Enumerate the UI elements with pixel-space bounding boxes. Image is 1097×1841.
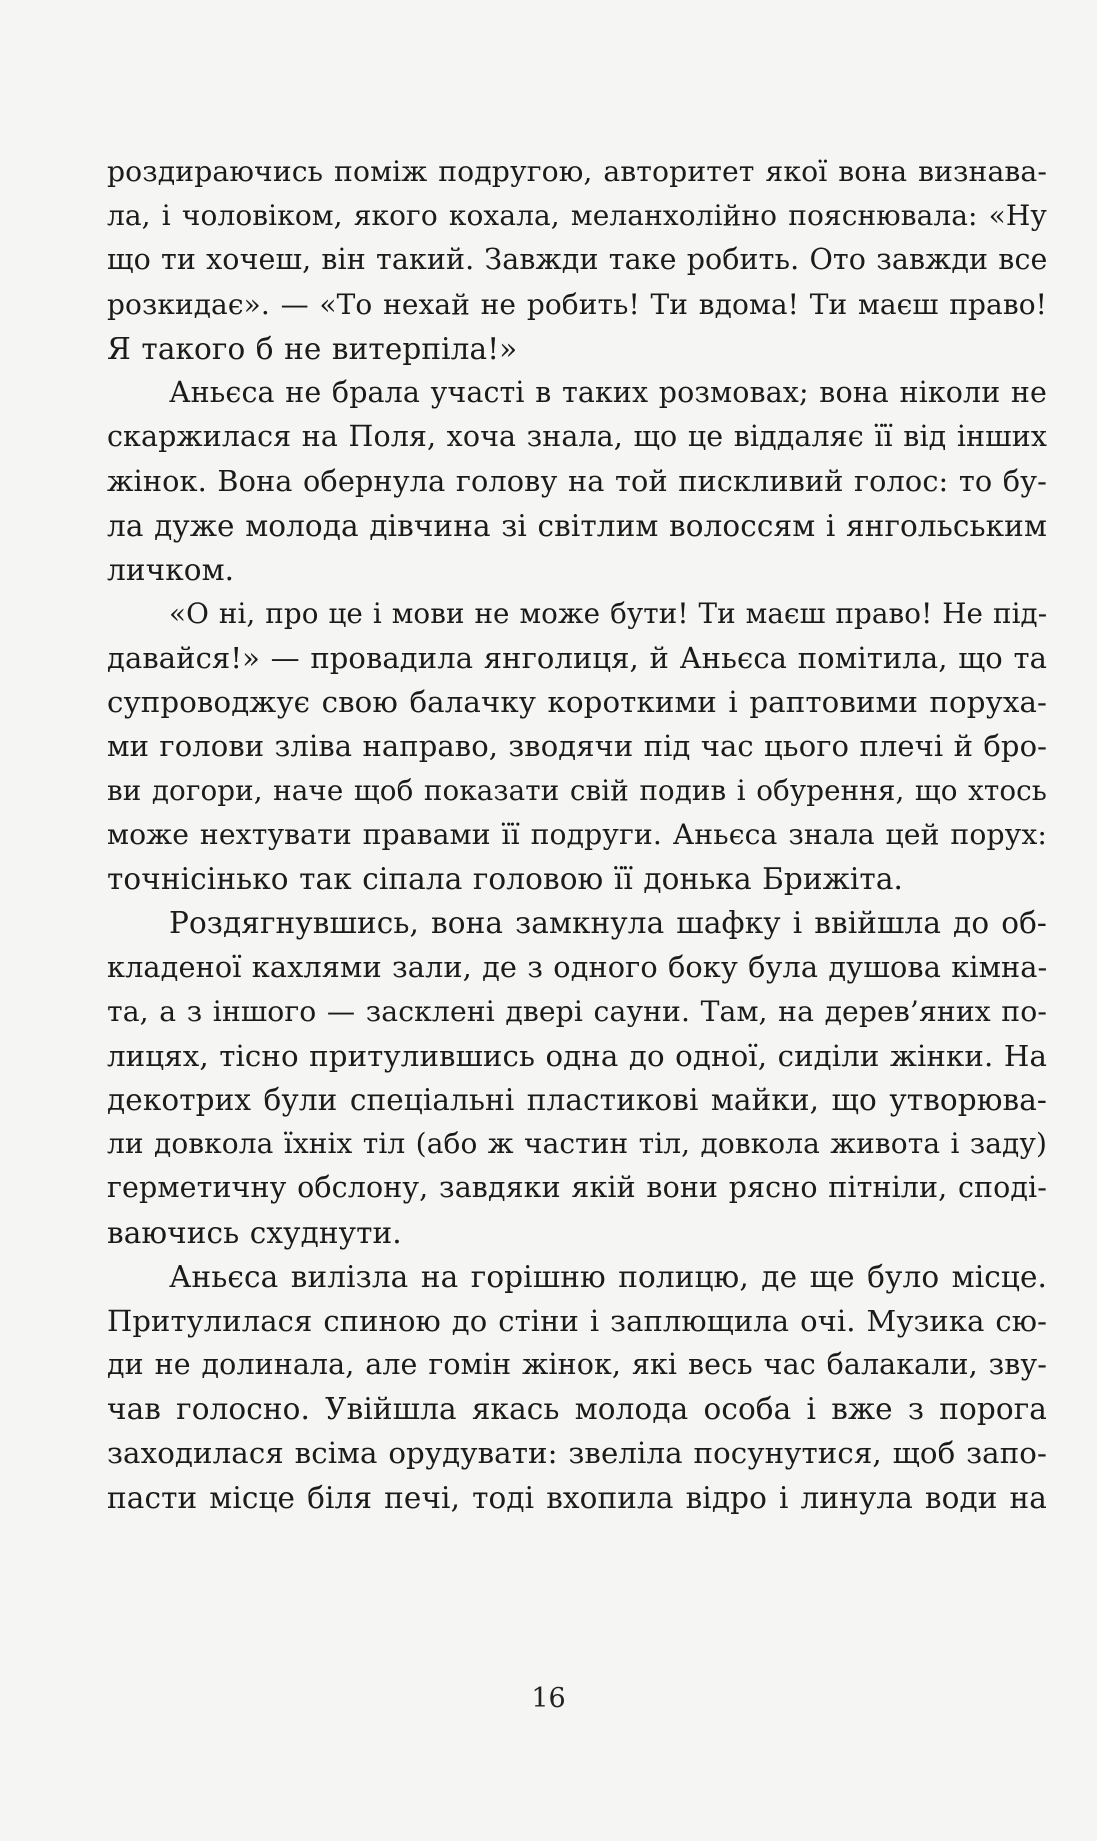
text-line: Аньєса вилізла на горішню полицю, де ще було місце. <box>169 1259 1047 1294</box>
text-line: кладеної кахлями зали, де з одного боку була душова кімна- <box>107 950 1047 985</box>
text-line: ви догори, наче щоб показати свій подив і обурення, що хтось <box>107 773 1047 807</box>
text-line: жінок. Вона обернула голову на той пискливий голос: то бу- <box>107 464 1047 499</box>
text-line: Притулилася спиною до стіни і заплющила очі. Музика сю- <box>107 1303 1047 1338</box>
text-line: ли довкола їхніх тіл (або ж частин тіл, довкола живота і заду) <box>107 1127 1047 1161</box>
text-line: «О ні, про це і мови не може бути! Ти маєш право! Не під- <box>169 596 1047 630</box>
text-line: давайся!» — провадила янголиця, й Аньєса помітила, що та <box>107 641 1047 676</box>
text-line: декотрих були спеціальні пластикові майки, що утворюва- <box>107 1082 1047 1117</box>
text-line: Я такого б не витерпіла!» <box>107 331 518 366</box>
text-line: личком. <box>107 552 235 587</box>
text-line: герметичну обслону, завдяки якій вони рясно пітніли, споді- <box>107 1171 1047 1205</box>
text-line: може нехтувати правами її подруги. Аньєса знала цей порух: <box>107 817 1047 851</box>
text-line: ваючись схуднути. <box>107 1215 402 1250</box>
text-line: супроводжує свою балачку короткими і раптовими поруха- <box>107 685 1047 720</box>
text-line: Аньєса не брала участі в таких розмовах; вона ніколи не <box>169 375 1047 409</box>
text-line: чав голосно. Увійшла якась молода особа і вже з порога <box>107 1392 1047 1427</box>
page-number: 16 <box>531 1683 566 1714</box>
text-line: розкидає». — «То нехай не робить! Ти вдома! Ти маєш право! <box>107 287 1047 321</box>
text-line: ми голови зліва направо, зводячи під час цього плечі й бро- <box>107 729 1047 764</box>
text-line: роздираючись поміж подругою, авторитет якої вона визнава- <box>107 155 1047 188</box>
text-line: ла, і чоловіком, якого кохала, меланхолійно пояснювала: «Ну <box>107 199 1047 233</box>
text-line: Роздягнувшись, вона замкнула шафку і ввійшла до об- <box>169 906 1047 941</box>
text-line: ла дуже молода дівчина зі світлим волоссям і янгольським <box>107 508 1047 543</box>
text-line: скаржилася на Поля, хоча знала, що це віддаляє її від інших <box>107 420 1047 454</box>
text-line: що ти хочеш, він такий. Завжди таке робить. Ото завжди все <box>107 243 1047 277</box>
body-text <box>107 150 1047 1520</box>
text-line: ди не долинала, але гомін жінок, які весь час балакали, зву- <box>107 1348 1047 1382</box>
text-line: та, а з іншого — засклені двері сауни. Там, на дерев’яних по- <box>107 994 1047 1028</box>
text-line: точнісінько так сіпала головою її донька Брижіта. <box>107 862 903 896</box>
text-line: лицях, тісно притулившись одна до одної, сиділи жінки. На <box>107 1038 1047 1073</box>
text-line: пасти місце біля печі, тоді вхопила відро і линула води на <box>107 1480 1047 1515</box>
text-line: заходилася всіма орудувати: звеліла посунутися, щоб запо- <box>107 1436 1047 1471</box>
